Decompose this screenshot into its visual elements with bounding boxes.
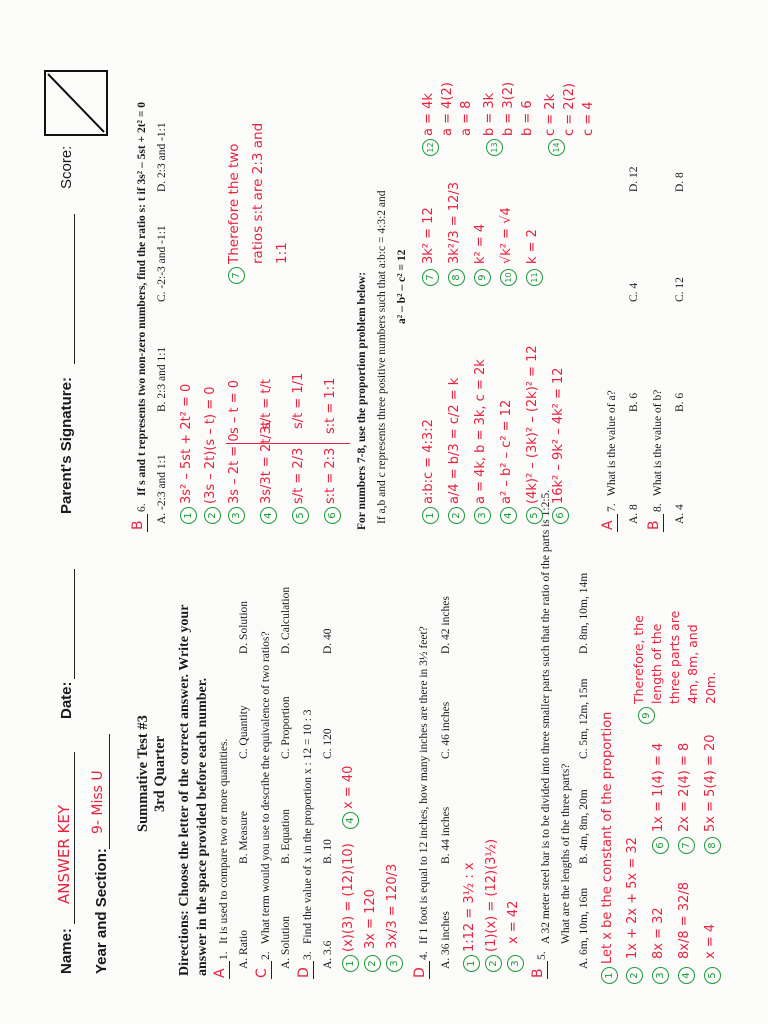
q78-work-line-17: b = 6 <box>520 100 535 136</box>
q2-text: What term would you use to describe the equivalence of two ratios? <box>260 631 272 944</box>
parents-signature-label: Parent's Signature: <box>58 377 75 514</box>
q6-work-line-1: 3s² – 5st + 2t² = 0 <box>179 383 194 504</box>
step-7-marker: 7 <box>228 267 245 284</box>
q4-work-line-2: (1)(x) = (12)(3½) <box>484 838 499 952</box>
year-section-label: Year and Section: <box>93 848 110 974</box>
q4-option-c: C. 46 inches <box>440 701 452 759</box>
q4-work-line-1: 1:12 = 3½ : x <box>462 862 477 952</box>
q2-answer-line <box>271 961 272 979</box>
proportion-equation: a² – b² – c² = 12 <box>396 249 408 324</box>
signature-line <box>74 214 75 364</box>
q7-option-b: B. 6 <box>628 392 640 412</box>
q3-work-line-2: 3x = 120 <box>363 889 378 949</box>
q6-work-line-10: s:t = 1:1 <box>323 377 338 434</box>
name-label: Name: <box>58 928 75 974</box>
q6-work-line-7: s – t = 0 <box>227 379 242 434</box>
year-section-line <box>109 734 110 849</box>
q5-work-line-6: 1x = 1(4) = 4 <box>651 742 666 832</box>
q2-option-a: A. Solution <box>280 915 292 969</box>
q5-work-line-8: 5x = 5(4) = 20 <box>703 734 718 832</box>
q8-answer: B <box>646 520 662 530</box>
q78-work-line-14: a = 8 <box>459 100 474 136</box>
q78-work-line-16: b = 3(2) <box>501 81 516 136</box>
step-7-marker: 7 <box>678 837 695 854</box>
step-1-marker: 1 <box>180 507 197 524</box>
step-5-marker: 5 <box>704 967 721 984</box>
test-title: Summative Test #3 <box>135 715 151 832</box>
step-2-marker: 2 <box>448 507 465 524</box>
q1-option-a: A. Ratio <box>238 930 250 969</box>
step-10-marker: 10 <box>500 269 517 286</box>
q78-work-line-9: k² = 4 <box>473 223 488 264</box>
q78-work-line-13: a = 4(2) <box>440 82 455 136</box>
q7-option-a: A. 8 <box>628 504 640 524</box>
q6-work-line-9: s/t = 1/1 <box>291 372 306 429</box>
q6-option-c: C. -2:-3 and -1:1 <box>156 225 168 302</box>
q5-work-line-1: Let x be the constant of the proportion <box>600 711 615 964</box>
q78-work-line-7: 3k² = 12 <box>421 207 436 264</box>
q5-text: A 32 meter steel bar is to be divided into three smaller parts such that the ratio of the parts is 1:2:5. What are the lengths of the three parts? <box>540 489 572 944</box>
q2-option-d: D. Calculation <box>280 586 292 654</box>
q4-text: If 1 foot is equal to 12 inches, how many inches are there in 3½ feet? <box>418 626 430 944</box>
step-3-marker: 3 <box>228 507 245 524</box>
q1-answer-line <box>229 961 230 979</box>
q78-work-line-1: a:b:c = 4:3:2 <box>421 419 436 504</box>
q7-option-d: D. 12 <box>628 166 640 192</box>
q2-answer: C <box>254 968 270 978</box>
q5-work-conclusion: Therefore, the length of the three parts are 4m, 8m, and 20m. <box>631 610 718 704</box>
q6-work-divider <box>226 443 350 444</box>
step-4-marker: 4 <box>342 812 359 829</box>
q5-number: 5. <box>536 951 548 960</box>
proportion-sub: If a,b and c represents three positive numbers such that a:b:c = 4:3:2 and <box>376 190 388 524</box>
step-2-marker: 2 <box>364 955 381 972</box>
q78-work-line-20: c = 4 <box>581 101 596 136</box>
q6-work-line-8: s/t = t/t <box>259 379 274 429</box>
q78-work-line-12: a = 4k <box>421 93 436 136</box>
q5-option-b: B. 4m, 8m, 20m <box>578 789 590 864</box>
q8-answer-line <box>663 514 664 532</box>
q78-work-line-15: b = 3k <box>482 92 497 136</box>
step-11-marker: 11 <box>526 269 543 286</box>
q5-work-line-3: 8x = 32 <box>651 907 666 959</box>
step-2-marker: 2 <box>204 507 221 524</box>
q3-option-c: C. 120 <box>322 728 334 759</box>
step-14-marker: 14 <box>548 139 565 156</box>
q7-option-c: C. 4 <box>628 282 640 302</box>
q8-number: 8. <box>652 503 664 512</box>
score-box <box>44 70 108 136</box>
q78-work-line-2: a/4 = b/3 = c/2 = k <box>447 377 462 504</box>
q8-option-b: B. 6 <box>674 392 686 412</box>
score-label: Score: <box>58 145 75 189</box>
q3-work-line-1: (x)(3) = (12)(10) <box>341 843 356 952</box>
q1-option-d: D. Solution <box>238 600 250 654</box>
q7-text: What is the value of a? <box>606 390 618 496</box>
q7-number: 7. <box>606 503 618 512</box>
q7-answer: A <box>600 520 616 530</box>
q3-number: 3. <box>302 951 314 960</box>
step-1-marker: 1 <box>463 955 480 972</box>
q6-answer: B <box>130 520 146 530</box>
step-4-marker: 4 <box>260 507 277 524</box>
q6-work-line-5: s/t = 2/3 <box>291 447 306 504</box>
q78-work-line-19: c = 2(2) <box>562 83 577 136</box>
q5-work-line-2: 1x + 2x + 5x = 32 <box>625 837 640 959</box>
step-1-marker: 1 <box>422 507 439 524</box>
test-quarter: 3rd Quarter <box>152 735 168 812</box>
q1-option-b: B. Measure <box>238 810 250 864</box>
q6-option-b: B. 2:3 and 1:1 <box>156 346 168 412</box>
step-4-marker: 4 <box>500 507 517 524</box>
q7-answer-line <box>617 514 618 532</box>
q2-option-c: C. Proportion <box>280 696 292 759</box>
q1-option-c: C. Quantity <box>238 705 250 759</box>
q4-answer-line <box>429 961 430 979</box>
step-12-marker: 12 <box>422 139 439 156</box>
q5-work-line-5: x = 4 <box>703 923 718 959</box>
q6-work-line-2: (3s – 2t)(s – t) = 0 <box>203 386 218 504</box>
q3-answer: D <box>296 967 312 978</box>
q8-text: What is the value of b? <box>652 389 664 496</box>
q4-number: 4. <box>418 951 430 960</box>
q4-option-a: A. 36 inches <box>440 911 452 969</box>
q8-option-d: D. 8 <box>674 172 686 192</box>
score-box-slash <box>46 72 106 134</box>
step-3-marker: 3 <box>652 967 669 984</box>
step-5-marker: 5 <box>526 507 543 524</box>
q1-text: It is used to compare two or more quantities. <box>218 738 230 944</box>
q6-number: 6. <box>136 503 148 512</box>
q6-option-d: D. 2:3 and -1:1 <box>156 122 168 192</box>
q6-work-line-6: s:t = 2:3 <box>323 447 338 504</box>
step-6-marker: 6 <box>652 837 669 854</box>
step-5-marker: 5 <box>292 507 309 524</box>
name-line <box>74 752 75 924</box>
q4-work-line-3: x = 42 <box>506 900 521 944</box>
q78-work-line-18: c = 2k <box>543 93 558 136</box>
step-6-marker: 6 <box>324 507 341 524</box>
step-3-marker: 3 <box>507 955 524 972</box>
step-8-marker: 8 <box>704 837 721 854</box>
step-1-marker: 1 <box>342 955 359 972</box>
q8-option-c: C. 12 <box>674 277 686 302</box>
q4-answer: D <box>412 967 428 978</box>
directions-text: Directions: Choose the letter of the correct answer. Write your answer in the space provided before each number. <box>177 604 210 976</box>
step-3-marker: 3 <box>386 955 403 972</box>
step-13-marker: 13 <box>486 139 503 156</box>
step-2-marker: 2 <box>626 967 643 984</box>
step-8-marker: 8 <box>448 269 465 286</box>
step-6-marker: 6 <box>552 507 569 524</box>
q6-work-line-4: 3s/3t = 2t/3t <box>259 420 274 504</box>
date-label: Date: <box>58 681 75 719</box>
step-9-marker: 9 <box>638 707 655 724</box>
q2-option-b: B. Equation <box>280 809 292 864</box>
name-value: ANSWER KEY <box>55 805 73 904</box>
q78-work-line-8: 3k²/3 = 12/3 <box>447 181 462 264</box>
year-section-value: 9- Miss U <box>90 770 106 834</box>
q78-work-line-4: a² – b² – c² = 12 <box>499 399 514 504</box>
q5-answer: B <box>530 968 546 978</box>
q5-work-line-7: 2x = 2(4) = 8 <box>677 742 692 832</box>
q5-answer-line <box>547 961 548 979</box>
q3-answer-line <box>313 961 314 979</box>
proportion-heading: For numbers 7-8, use the proportion problem below: <box>356 271 368 530</box>
q78-work-line-10: √k² = √4 <box>499 207 514 264</box>
q1-answer: A <box>212 968 228 978</box>
q3-option-a: A. 3.6 <box>322 940 334 969</box>
q6-answer-line <box>147 514 148 532</box>
q4-option-d: D. 42 inches <box>440 596 452 654</box>
q78-work-line-6: 16k² – 9k² – 4k² = 12 <box>551 367 566 504</box>
q8-option-a: A. 4 <box>674 504 686 524</box>
q1-number: 1. <box>218 951 230 960</box>
step-3-marker: 3 <box>474 507 491 524</box>
step-9-marker: 9 <box>474 269 491 286</box>
q5-option-c: C. 5m, 12m, 15m <box>578 678 590 759</box>
q78-work-line-5: (4k)² – (3k)² – (2k)² = 12 <box>525 345 540 504</box>
q4-option-b: B. 44 inches <box>440 806 452 864</box>
date-line <box>74 569 75 679</box>
q5-work-line-4: 8x/8 = 32/8 <box>677 882 692 959</box>
q3-option-d: D. 40 <box>322 628 334 654</box>
q78-work-line-11: k = 2 <box>525 229 540 264</box>
step-2-marker: 2 <box>485 955 502 972</box>
q3-work-line-3: 3x/3 = 120/3 <box>385 863 400 949</box>
q3-work-line-4: x = 40 <box>341 765 356 809</box>
q6-text: If s and t represents two non-zero numbers, find the ratio s: t if 3s² – 5st + 2t² = 0 <box>136 101 148 496</box>
q5-option-d: D. 8m, 10m, 14m <box>578 572 590 654</box>
step-7-marker: 7 <box>422 269 439 286</box>
q5-option-a: A. 6m, 10m, 16m <box>578 887 590 969</box>
q3-text: Find the value of x in the proportion x : 12 = 10 : 3 <box>302 709 314 944</box>
step-1-marker: 1 <box>601 967 618 984</box>
q2-number: 2. <box>260 951 272 960</box>
q6-work-line-3: 3s – 2t = 0 <box>227 433 242 504</box>
q6-option-a: A. -2:3 and 1:1 <box>156 454 168 524</box>
step-4-marker: 4 <box>678 967 695 984</box>
q3-option-b: B. 10 <box>322 839 334 864</box>
q78-work-line-3: a = 4k, b = 3k, c = 2k <box>473 359 488 504</box>
q6-work-conclusion: Therefore the two ratios s:t are 2:3 and 1:1 <box>226 122 290 264</box>
